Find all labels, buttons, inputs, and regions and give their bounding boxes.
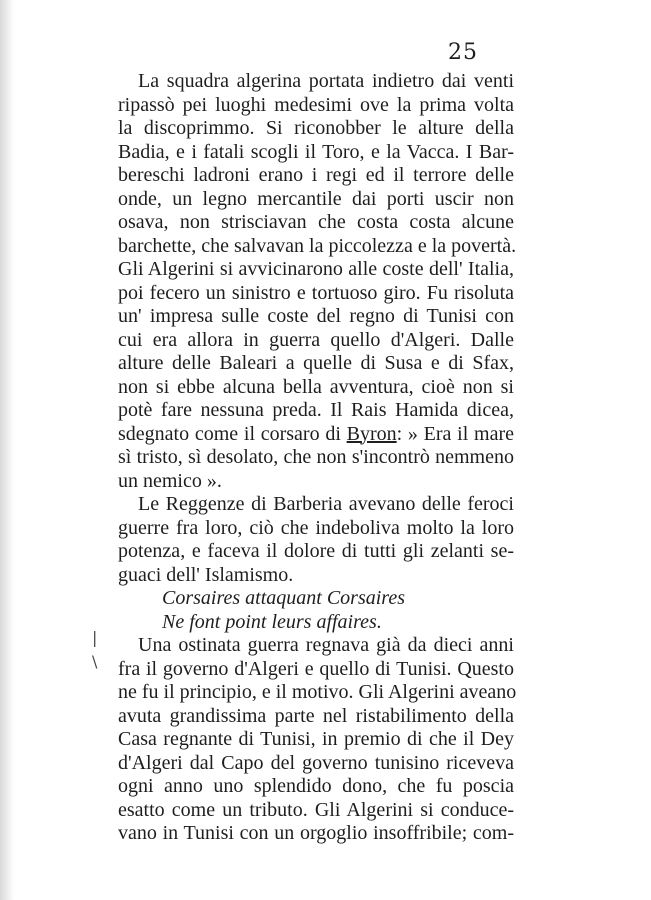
text-line: bereschi ladroni erano i regi ed il terrore delle bbox=[118, 164, 514, 186]
text-line: esatto come un tributo. Gli Algerini si conduce- bbox=[118, 798, 514, 821]
page-gutter-shadow bbox=[0, 0, 14, 900]
paragraph-2 bbox=[118, 493, 514, 587]
body-text bbox=[118, 70, 517, 846]
text-line: Gli Algerini si avvicinarono alle coste dell' Italia, bbox=[118, 258, 514, 280]
text-line: Le Reggenze di Barberia avevano delle feroci bbox=[138, 493, 514, 515]
text-line: guaci dell' Islamismo. bbox=[118, 563, 294, 586]
text-line: non si ebbe alcuna bella avventura, cioè non si bbox=[118, 375, 514, 398]
text-line: La squadra algerina portata indietro dai venti bbox=[138, 70, 514, 92]
text-line: cui era allora in guerra quello d'Algeri. Dalle bbox=[118, 328, 514, 351]
text-line: potè fare nessuna preda. Il Rais Hamida dicea, bbox=[118, 399, 514, 421]
page-number: 25 bbox=[448, 40, 478, 65]
text-line: un nemico ». bbox=[118, 469, 222, 492]
text-line: onde, un legno mercantile dai porti uscir non bbox=[118, 187, 514, 210]
byron-line-after: : » Era il mare bbox=[396, 422, 514, 445]
verse-line: Ne font point leurs affaires. bbox=[162, 610, 382, 633]
text-line: Badia, e i fatali scogli il Toro, e la Vacca. I Bar- bbox=[118, 140, 514, 163]
text-line: poi fecero un sinistro e tortuoso giro. Fu risoluta bbox=[118, 281, 514, 304]
text-line: osava, non strisciavan che costa costa alcune bbox=[118, 211, 514, 233]
text-line: Casa regnante di Tunisi, in premio di che il Dey bbox=[118, 728, 514, 750]
text-line: fra il governo d'Algeri e quello di Tunisi. Questo bbox=[118, 657, 514, 680]
text-line: potenza, e faceva il dolore di tutti gli zelanti se- bbox=[118, 540, 514, 562]
text-line: Una ostinata guerra regnava già da dieci anni bbox=[138, 634, 514, 656]
text-line: sì tristo, sì desolato, che non s'incontrò nemmeno bbox=[118, 446, 514, 468]
verse-line: Corsaires attaquant Corsaires bbox=[162, 587, 405, 609]
text-line: un' impresa sulle coste del regno di Tunisi con bbox=[118, 305, 514, 327]
margin-mark: | bbox=[92, 628, 98, 647]
paragraph-1 bbox=[118, 70, 517, 493]
text-line: d'Algeri dal Capo del governo tunisino riceveva bbox=[118, 751, 514, 774]
byron-line-before: sdegnato come il corsaro di bbox=[118, 422, 347, 445]
text-line: la discoprimmo. Si riconobber le alture della bbox=[118, 117, 514, 139]
text-line: avuta grandissima parte nel ristabilimento della bbox=[118, 704, 514, 727]
text-line: ogni anno uno splendido dono, che fu poscia bbox=[118, 775, 514, 797]
text-line: guerre fra loro, ciò che indeboliva molto la loro bbox=[118, 516, 514, 539]
text-line: vano in Tunisi con un orgoglio insoffribile; com- bbox=[118, 822, 514, 844]
margin-mark: \ bbox=[92, 652, 98, 671]
text-line: ripassò pei luoghi medesimi ove la prima volta bbox=[118, 93, 514, 116]
text-line: barchette, che salvavan la piccolezza e la povertà. bbox=[118, 234, 517, 257]
text-line-byron bbox=[118, 423, 514, 447]
verse-quote bbox=[118, 587, 514, 634]
text-line: alture delle Baleari a quelle di Susa e di Sfax, bbox=[118, 352, 514, 374]
paragraph-3 bbox=[118, 634, 517, 846]
byron-name: Byron bbox=[346, 422, 397, 445]
text-line: ne fu il principio, e il motivo. Gli Algerini aveano bbox=[118, 681, 517, 703]
